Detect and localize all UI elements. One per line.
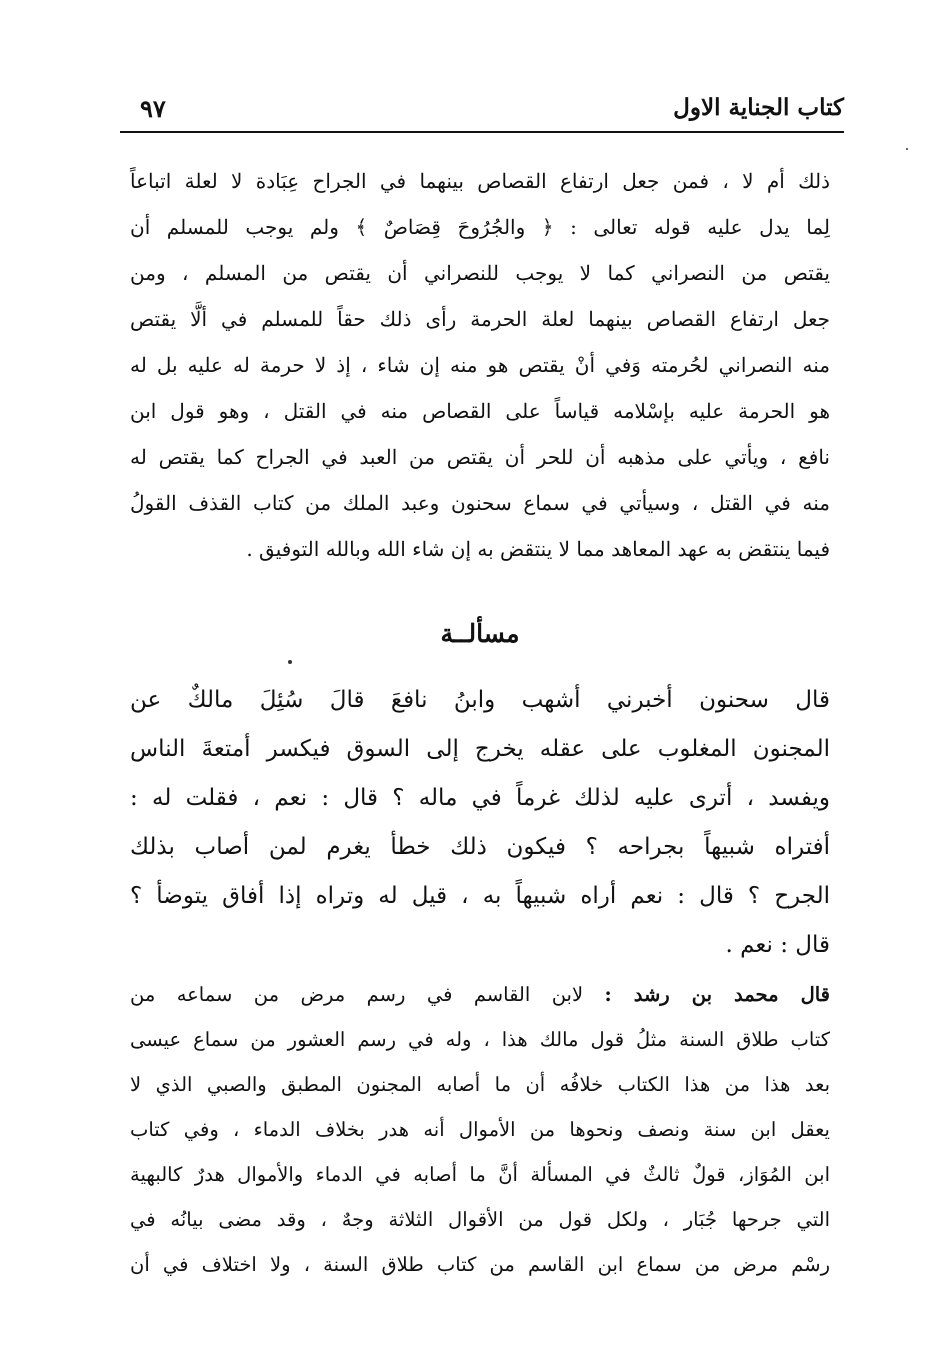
paragraph-question [130, 676, 830, 970]
text-line: نافع ، ويأتي على مذهبه أن للحر أن يقتص من العبد في الجراح كما يقتص له [130, 445, 830, 469]
text-line: يعقل ابن سنة ونصف ونحوها من الأموال أنه هدر بخلاف الدماء ، وفي كتاب [130, 1118, 830, 1141]
text-line: يقتص من النصراني كما لا يوجب للنصراني أن يقتص من المسلم ، ومن [130, 261, 830, 285]
text-line: قال : نعم . [725, 932, 830, 958]
text-line: هو الحرمة عليه بإسْلامه قياساً على القصاص منه في القتل ، وهو قول ابن [130, 399, 830, 423]
text-line: الجرح ؟ قال : نعم أراه شبيهاً به ، قيل له وتراه إذا أفاق يتوضأ ؟ [130, 883, 830, 909]
text-line: المجنون المغلوب على عقله يخرج إلى السوق فيكسر أمتعةَ الناس [130, 736, 830, 762]
text-line: ابن المُوَاز، قولٌ ثالثٌ في المسألة أنَّ ما أصابه في الدماء والأموال هدرٌ كالبهية [130, 1163, 830, 1186]
text-line: فيما ينتقض به عهد المعاهد مما لا ينتقض به إن شاء الله وبالله التوفيق . [246, 537, 830, 561]
text-line: التي جرحها جُبَار ، ولكل قول من الأقوال الثلاثة وجهٌ ، وقد مضى بيانُه في [130, 1208, 830, 1231]
text-line: لِما يدل عليه قوله تعالى : ﴿ والجُرُوحَ قِصَاصٌ ﴾ ولم يوجب للمسلم أن [130, 215, 830, 239]
section-heading: مسألــة [440, 619, 520, 648]
text-line: ويفسد ، أترى عليه لذلك غرماً في ماله ؟ قال : نعم ، فقلت له : [130, 785, 830, 811]
scan-speck [906, 148, 908, 150]
text-line: منه في القتل ، وسيأتي في سماع سحنون وعبد الملك من كتاب القذف القولُ [130, 491, 830, 515]
text-line-rest: لابن القاسم في رسم مرض من سماعه من [130, 983, 605, 1006]
paragraph-commentary-top [130, 158, 830, 572]
text-line: رسْم مرض من سماع ابن القاسم من كتاب طلاق السنة ، ولا اختلاف في أن [130, 1253, 830, 1276]
text-line: بعد هذا من هذا الكتاب خلافُه أن ما أصابه المجنون المطبق والصبي الذي لا [130, 1073, 830, 1096]
text-line: ذلك أم لا ، فمن جعل ارتفاع القصاص بينهما في الجراح عِبَادة لا لعلة اتباعاً [130, 169, 831, 193]
scan-speck [288, 660, 292, 664]
text-line: منه النصراني لحُرمته وَفي أنْ يقتص هو منه إن شاء ، إذ لا حرمة له عليه بل له [130, 353, 830, 377]
paragraph-commentary-bottom [130, 972, 830, 1287]
text-line: أفتراه شبيهاً بجراحه ؟ فيكون ذلك خطأ يغرم لمن أصاب بذلك [130, 834, 830, 860]
text-line: كتاب طلاق السنة مثلُ قول مالك هذا ، وله في رسم العشور من سماع عيسى [130, 1028, 830, 1051]
commentator-lead: قال محمد بن رشد : [604, 983, 830, 1006]
text-line: قال سحنون أخبرني أشهب وابنُ نافعَ قالَ سُئِلَ مالكٌ عن [130, 687, 830, 713]
header-rule [120, 131, 844, 133]
text-line: جعل ارتفاع القصاص بينهما لعلة الحرمة رأى ذلك حقاً للمسلم في ألَّا يقتص [130, 307, 830, 331]
text-line [130, 972, 830, 1017]
running-title: كتاب الجناية الاول [673, 94, 844, 121]
page-header [120, 90, 844, 134]
page-number: ٩٧ [140, 94, 166, 123]
